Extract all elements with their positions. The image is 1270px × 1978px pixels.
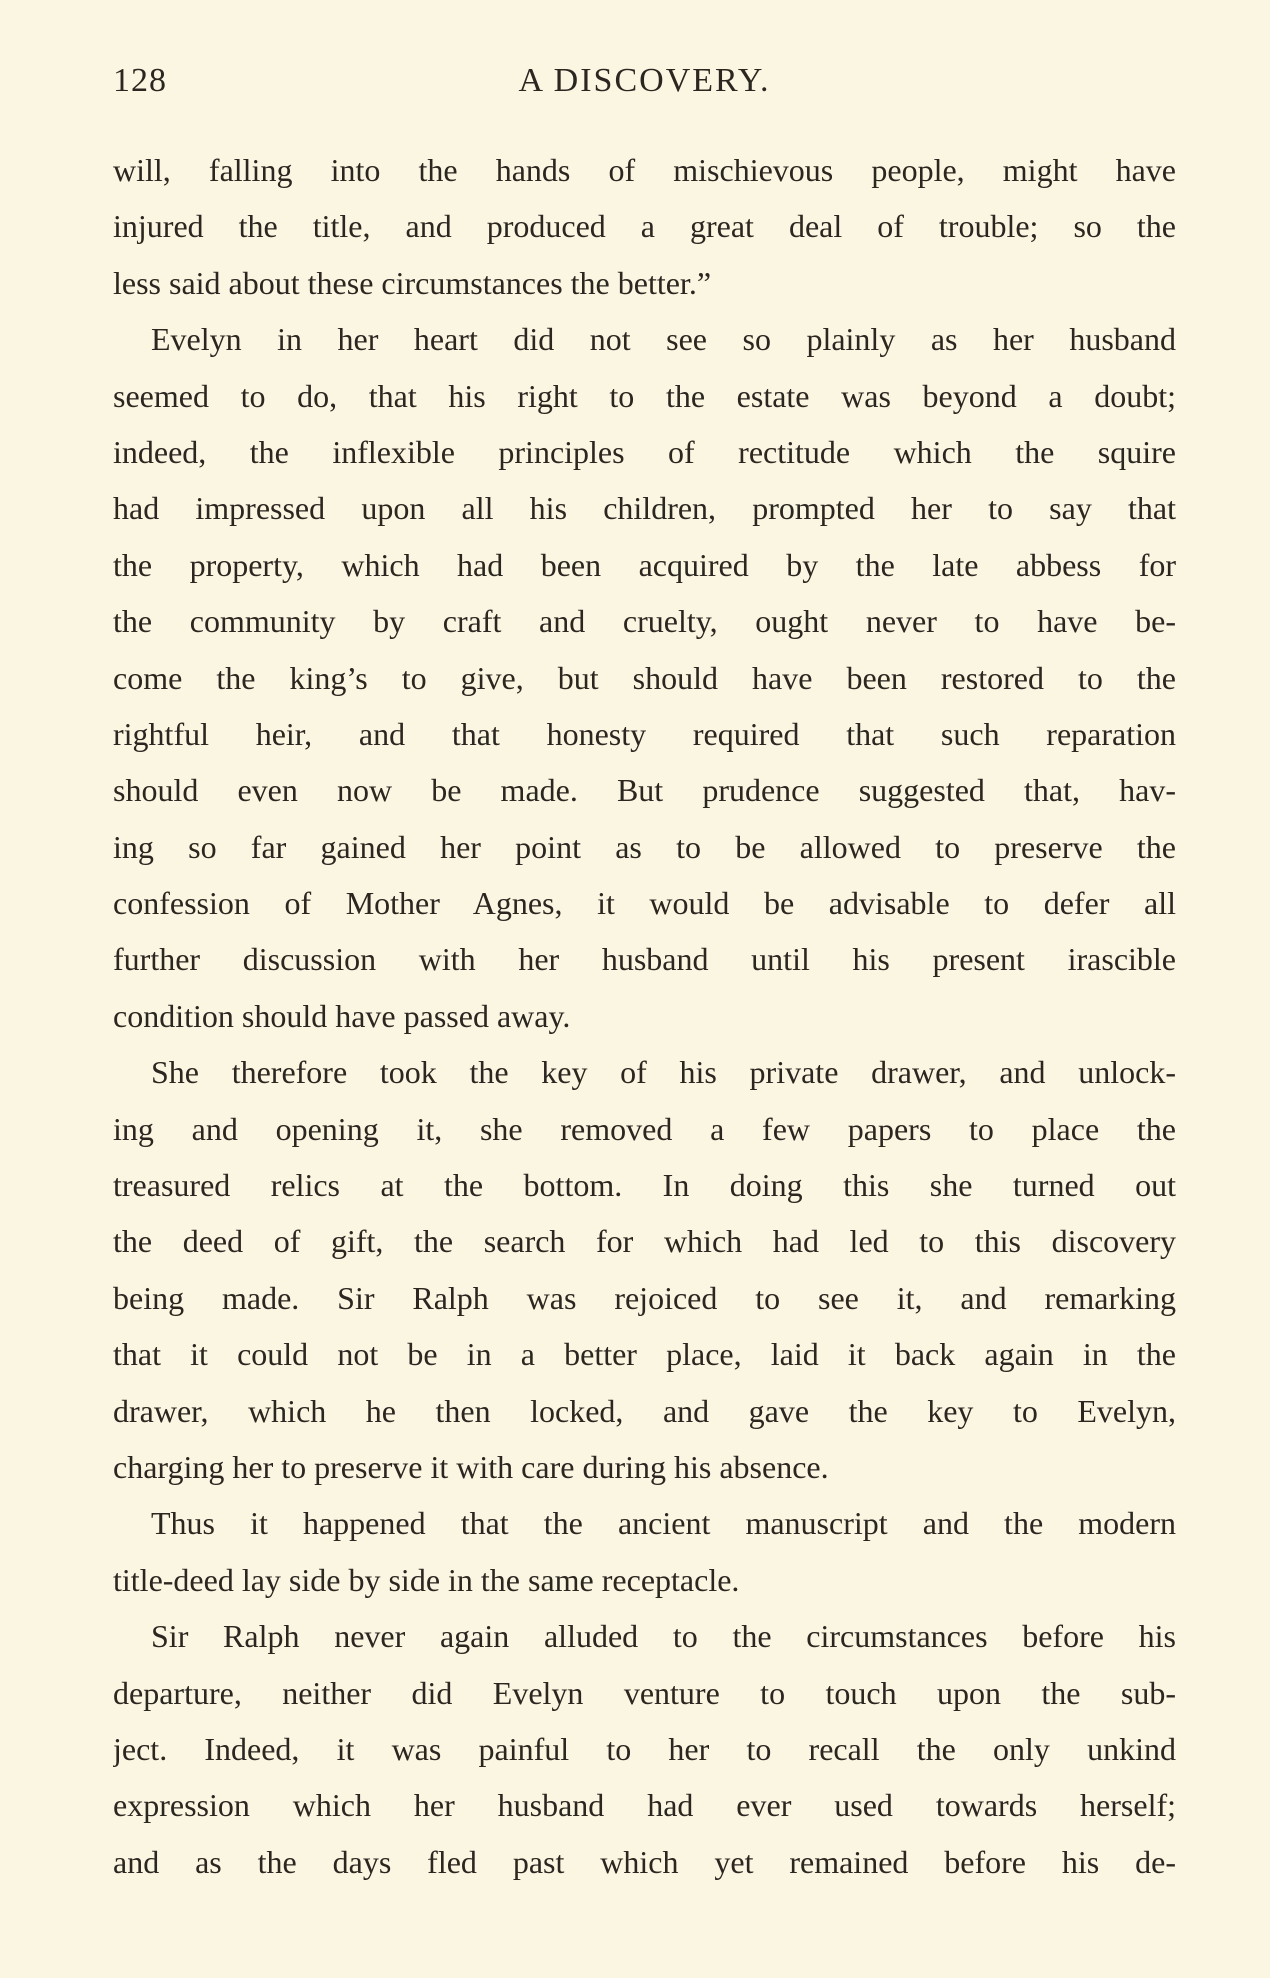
- text-line: indeed, the inflexible principles of rectitude which the squire: [113, 433, 1176, 470]
- text-line: charging her to preserve it with care during his absence.: [113, 1448, 829, 1485]
- text-line: had impressed upon all his children, prompted her to say that: [113, 490, 1176, 527]
- text-line: injured the title, and produced a great deal of trouble; so the: [113, 208, 1176, 245]
- text-line: Thus it happened that the ancient manuscript and the modern: [151, 1505, 1176, 1542]
- text-line: that it could not be in a better place, laid it back again in the: [113, 1336, 1176, 1373]
- text-line: the community by craft and cruelty, ought never to have be-: [113, 603, 1176, 640]
- page-number: 128: [113, 62, 167, 99]
- text-line: confession of Mother Agnes, it would be advisable to defer all: [113, 885, 1176, 922]
- text-line: rightful heir, and that honesty required that such reparation: [113, 715, 1176, 752]
- text-line: come the king’s to give, but should have been restored to the: [113, 659, 1176, 696]
- text-line: being made. Sir Ralph was rejoiced to see it, and remarking: [113, 1279, 1176, 1316]
- text-line: condition should have passed away.: [113, 997, 571, 1034]
- text-line: further discussion with her husband until his present irascible: [113, 941, 1176, 978]
- running-title: A DISCOVERY.: [518, 62, 771, 99]
- text-line: ing and opening it, she removed a few papers to place the: [113, 1110, 1176, 1147]
- text-line: the property, which had been acquired by the late abbess for: [113, 546, 1176, 583]
- text-line: She therefore took the key of his private drawer, and unlock-: [151, 1054, 1176, 1091]
- text-line: Evelyn in her heart did not see so plainly as her husband: [151, 321, 1176, 358]
- text-line: ing so far gained her point as to be allowed to preserve the: [113, 828, 1176, 865]
- running-head: [113, 62, 1176, 110]
- body-text: [113, 142, 1176, 1890]
- text-line: ject. Indeed, it was painful to her to recall the only unkind: [113, 1730, 1176, 1767]
- text-line: and as the days fled past which yet remained before his de-: [113, 1843, 1176, 1880]
- text-line: title-deed lay side by side in the same receptacle.: [113, 1561, 740, 1598]
- text-line: drawer, which he then locked, and gave the key to Evelyn,: [113, 1392, 1176, 1429]
- text-line: treasured relics at the bottom. In doing this she turned out: [113, 1167, 1176, 1204]
- text-line: should even now be made. But prudence suggested that, hav-: [113, 772, 1176, 809]
- text-line: seemed to do, that his right to the estate was beyond a doubt;: [113, 377, 1176, 414]
- text-line: departure, neither did Evelyn venture to touch upon the sub-: [113, 1674, 1176, 1711]
- text-line: will, falling into the hands of mischievous people, might have: [113, 152, 1176, 188]
- text-line: Sir Ralph never again alluded to the circumstances before his: [151, 1618, 1176, 1655]
- text-line: expression which her husband had ever used towards herself;: [113, 1787, 1176, 1824]
- text-line: the deed of gift, the search for which had led to this discovery: [113, 1223, 1176, 1260]
- text-line: less said about these circumstances the better.”: [113, 264, 712, 301]
